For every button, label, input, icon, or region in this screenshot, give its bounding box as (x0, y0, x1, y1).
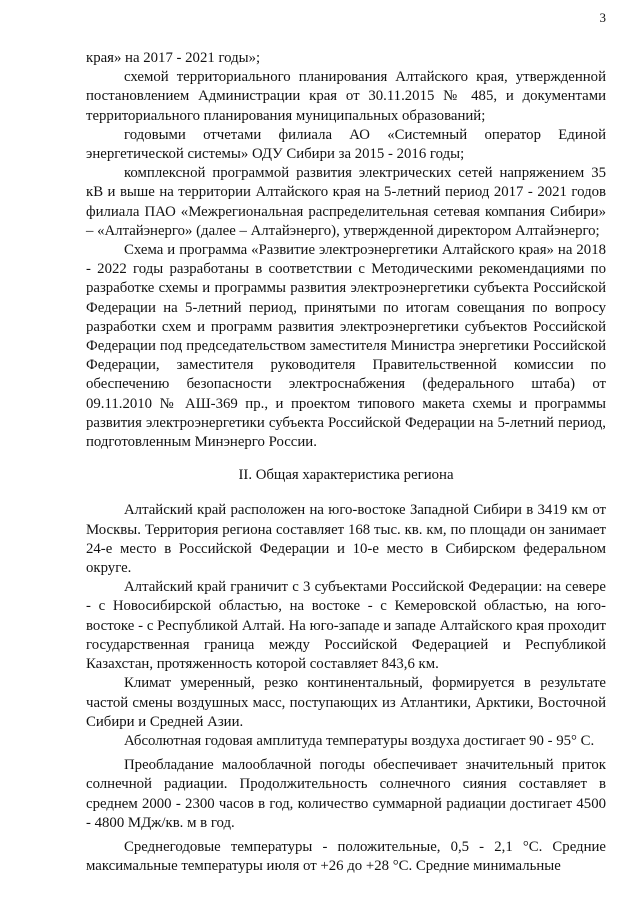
paragraph: Алтайский край расположен на юго-востоке Западной Сибири в 3419 км от Москвы. Территория региона составляет 168 тыс. кв. км, по площади он занимает 24-е место в Российской Федерации и 10-е место в Сибирском федеральном округе. (86, 502, 606, 577)
paragraph: схемой территориального планирования Алтайского края, утвержденной постановлением Администрации края от 30.11.2015 № 485, и документами территориального планирования муниципальных образований; (86, 69, 606, 124)
paragraph: Алтайский край граничит с 3 субъектами Российской Федерации: на севере - с Новосибирской областью, на востоке - с Кемеровской областью, на юго-востоке - с Республикой Алтай. На юго-западе и западе Алтайского края проходит государственная граница между Российской Федерацией и Республикой Казахстан, протяженность которой составляет 843,6 км. (86, 579, 606, 673)
document-body (86, 49, 606, 876)
section-heading: II. Общая характеристика региона (238, 467, 454, 484)
paragraph: годовыми отчетами филиала АО «Системный оператор Единой энергетической системы» ОДУ Сибири за 2015 - 2016 годы; (86, 126, 606, 163)
paragraph: Климат умеренный, резко континентальный, формируется в результате частой смены воздушных масс, поступающих из Атлантики, Арктики, Восточной Сибири и Средней Азии. (86, 675, 606, 730)
paragraph: Среднегодовые температуры - положительные, 0,5 - 2,1 °С. Средние максимальные температуры июля от +26 до +28 °С. Средние минимальные (86, 838, 606, 875)
paragraph: Схема и программа «Развитие электроэнергетики Алтайского края» на 2018 - 2022 годы разработаны в соответствии с Методическими рекомендациями по разработке схемы и программы развития электроэнергетики субъекта Российской Федерации на 5-летний период, принятыми по итогам совещания по вопросу разработки схем и программ развития электроэнергетики субъектов Российской Федерации под председательством заместителя Министра энергетики Российской Федерации, заместителя руководителя Правительственной комиссии по обеспечению безопасности электроснабжения (федерального штаба) от 09.11.2010 № АШ-369 пр., и проектом типового макета схемы и программы развития электроэнергетики субъекта Российской Федерации на 5-летний период, подготовленным Минэнерго России. (86, 242, 606, 451)
paragraph: Абсолютная годовая амплитуда температуры воздуха достигает 90 - 95° С. (124, 732, 595, 749)
page-number: 3 (599, 10, 606, 25)
paragraph: края» на 2017 - 2021 годы»; (86, 50, 261, 66)
paragraph: комплексной программой развития электрических сетей напряжением 35 кВ и выше на территории Алтайского края на 5-летний период 2017 - 2021 годов филиала ПАО «Межрегиональная распределительная сетевая компания Сибири» – «Алтайэнерго» (далее – Алтайэнерго), утвержденной директором Алтайэнерго; (86, 165, 606, 239)
paragraph: Преобладание малооблачной погоды обеспечивает значительный приток солнечной радиации. Продолжительность солнечного сияния составляет в среднем 2000 - 2300 часов в год, количество суммарной радиации достигает 4500 - 4800 МДж/кв. м в год. (86, 757, 606, 831)
